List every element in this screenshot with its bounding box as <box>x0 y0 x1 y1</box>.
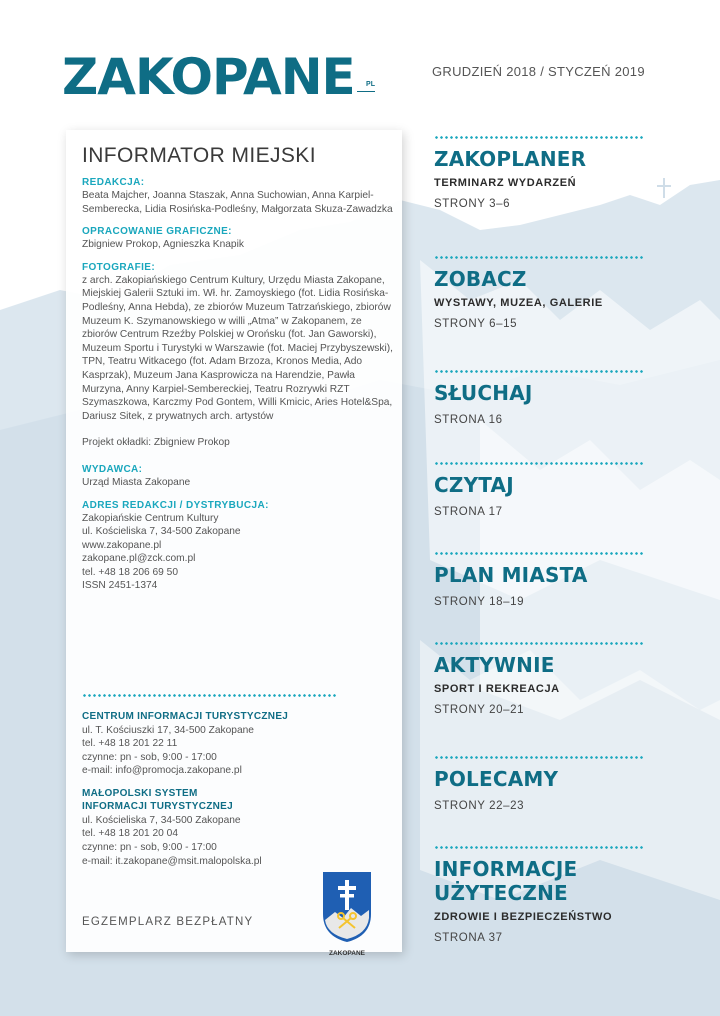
toc-item-sluchaj[interactable] <box>434 370 644 426</box>
toc-pages: STRONA 17 <box>434 506 503 518</box>
zakopane-logo[interactable] <box>62 48 375 106</box>
fotografie-heading: FOTOGRAFIE: <box>82 261 156 273</box>
dotted-divider <box>82 694 337 697</box>
toc-pages: STRONY 6–15 <box>434 318 518 330</box>
logo-suffix: PL <box>357 79 375 92</box>
issue-date: GRUDZIEŃ 2018 / STYCZEŃ 2019 <box>432 64 645 79</box>
dotted-divider <box>434 642 644 645</box>
toc-pages: STRONA 37 <box>434 932 503 944</box>
adres-line: Zakopiańskie Centrum Kultury <box>82 512 219 524</box>
dotted-divider <box>434 462 644 465</box>
toc-item-informacje-uzyteczne[interactable] <box>434 846 644 944</box>
dotted-divider <box>434 552 644 555</box>
toc-title: AKTYWNIE <box>434 653 555 677</box>
dotted-divider <box>434 370 644 373</box>
toc-subtitle: TERMINARZ WYDARZEŃ <box>434 177 577 189</box>
issn: ISSN 2451-1374 <box>82 580 158 592</box>
grafika-heading: OPRACOWANIE GRAFICZNE: <box>82 226 232 238</box>
dotted-divider <box>434 136 644 139</box>
toc-subtitle: ZDROWIE I BEZPIECZEŃSTWO <box>434 911 613 923</box>
website-link[interactable]: www.zakopane.pl <box>82 539 162 551</box>
toc-item-zakoplaner[interactable] <box>434 136 644 210</box>
free-copy-note: EGZEMPLARZ BEZPŁATNY <box>82 916 254 928</box>
toc-title: CZYTAJ <box>434 473 514 497</box>
adres-line: ul. Kościeliska 7, 34-500 Zakopane <box>82 526 241 538</box>
toc-title: POLECAMY <box>434 767 559 791</box>
coat-of-arms-label: ZAKOPANE <box>329 950 365 957</box>
toc-pages: STRONY 3–6 <box>434 198 511 210</box>
phone-number: tel. +48 18 206 69 50 <box>82 566 179 578</box>
coat-of-arms-icon <box>321 870 373 944</box>
toc-title: ZAKOPLANER <box>434 147 587 171</box>
logo-wordmark: ZAKOPANE <box>62 48 355 106</box>
masthead-title: INFORMATOR MIEJSKI <box>82 144 316 167</box>
dotted-divider <box>434 256 644 259</box>
msit-line: tel. +48 18 201 20 04 <box>82 828 179 840</box>
tourist-info <box>82 710 382 868</box>
wydawca-heading: WYDAWCA: <box>82 463 143 475</box>
msit-line: czynne: pn - sob, 9:00 - 17:00 <box>82 842 217 854</box>
informator-card <box>66 130 402 957</box>
toc-item-zobacz[interactable] <box>434 256 644 330</box>
masthead <box>82 144 397 593</box>
toc-pages: STRONY 18–19 <box>434 596 525 608</box>
toc-item-polecamy[interactable] <box>434 756 644 812</box>
dotted-divider <box>434 756 644 759</box>
msit-email-link[interactable]: e-mail: it.zakopane@msit.malopolska.pl <box>82 855 262 867</box>
toc-subtitle: SPORT I REKREACJA <box>434 683 560 695</box>
email-link[interactable]: zakopane.pl@zck.com.pl <box>82 553 196 565</box>
toc-subtitle: WYSTAWY, MUZEA, GALERIE <box>434 297 603 309</box>
toc-item-czytaj[interactable] <box>434 462 644 518</box>
redakcja-text: Beata Majcher, Joanna Staszak, Anna Suchowian, Anna Karpiel-Semberecka, Lidia Rosińska-Podleśny, Małgorzata Skuza-Zawadzka <box>82 190 393 215</box>
dotted-divider <box>434 846 644 849</box>
toc-pages: STRONA 16 <box>434 414 503 426</box>
cit-line: tel. +48 18 201 22 11 <box>82 738 178 750</box>
cit-line: czynne: pn - sob, 9:00 - 17:00 <box>82 751 217 763</box>
grafika-text: Zbigniew Prokop, Agnieszka Knapik <box>82 239 244 251</box>
cit-line: ul. T. Kościuszki 17, 34-500 Zakopane <box>82 724 254 736</box>
wydawca-text: Urząd Miasta Zakopane <box>82 476 191 488</box>
toc-title-line-2: UŻYTECZNE <box>434 881 568 905</box>
msit-heading: INFORMACJI TURYSTYCZNEJ <box>82 801 233 813</box>
toc-title: ZOBACZ <box>434 267 527 291</box>
cit-heading: CENTRUM INFORMACJI TURYSTYCZNEJ <box>82 711 289 722</box>
adres-heading: ADRES REDAKCJI / DYSTRYBUCJA: <box>82 499 269 511</box>
toc-pages: STRONY 20–21 <box>434 704 525 716</box>
msit-heading: MAŁOPOLSKI SYSTEM <box>82 787 198 799</box>
toc-pages: STRONY 22–23 <box>434 800 525 812</box>
msit-line: ul. Kościeliska 7, 34-500 Zakopane <box>82 814 241 826</box>
toc-title: PLAN MIASTA <box>434 563 588 587</box>
toc-title-line-1: INFORMACJE <box>434 857 578 881</box>
fotografie-text: z arch. Zakopiańskiego Centrum Kultury, Urzędu Miasta Zakopane, Miejskiej Galerii Sztuki im. Wł. hr. Zamoyskiego (fot. Lidia Rosińska-Podleśny, Anna Hebda), ze zbiorów Muzeum Tatrzańskiego, zbiorów Muzeum K. Szymanowskiego w willi „Atma” w Zakopanem, ze zbiorów Centrum Rzeźby Polskiej w Orońsku (fot. Jan Gaworski), Muzeum Sportu i Turystyki w Warszawie (fot. Maciej Przybyszewski), TPN, Teatru Witkacego (fot. Adam Brzoza, Kronos Media, Ado Kasprzak), Muzeum Jana Kasprowicza na Harendzie, Pawła Murzyna, Anny Karpiel-Sembereckiej, Teatru Rozrywki RZT Szymaszkowa, Karczmy Pod Gontem, Willi Kmicic, Aries Hotel&Spa, Dariusz Sitek, z prywatnych arch. artystów <box>82 274 393 422</box>
toc-item-plan-miasta[interactable] <box>434 552 644 608</box>
cit-email-link[interactable]: e-mail: info@promocja.zakopane.pl <box>82 765 242 777</box>
redakcja-heading: REDAKCJA: <box>82 177 145 188</box>
toc-item-aktywnie[interactable] <box>434 642 644 716</box>
toc-title: SŁUCHAJ <box>434 381 533 405</box>
cover-credit: Projekt okładki: Zbigniew Prokop <box>82 437 230 449</box>
